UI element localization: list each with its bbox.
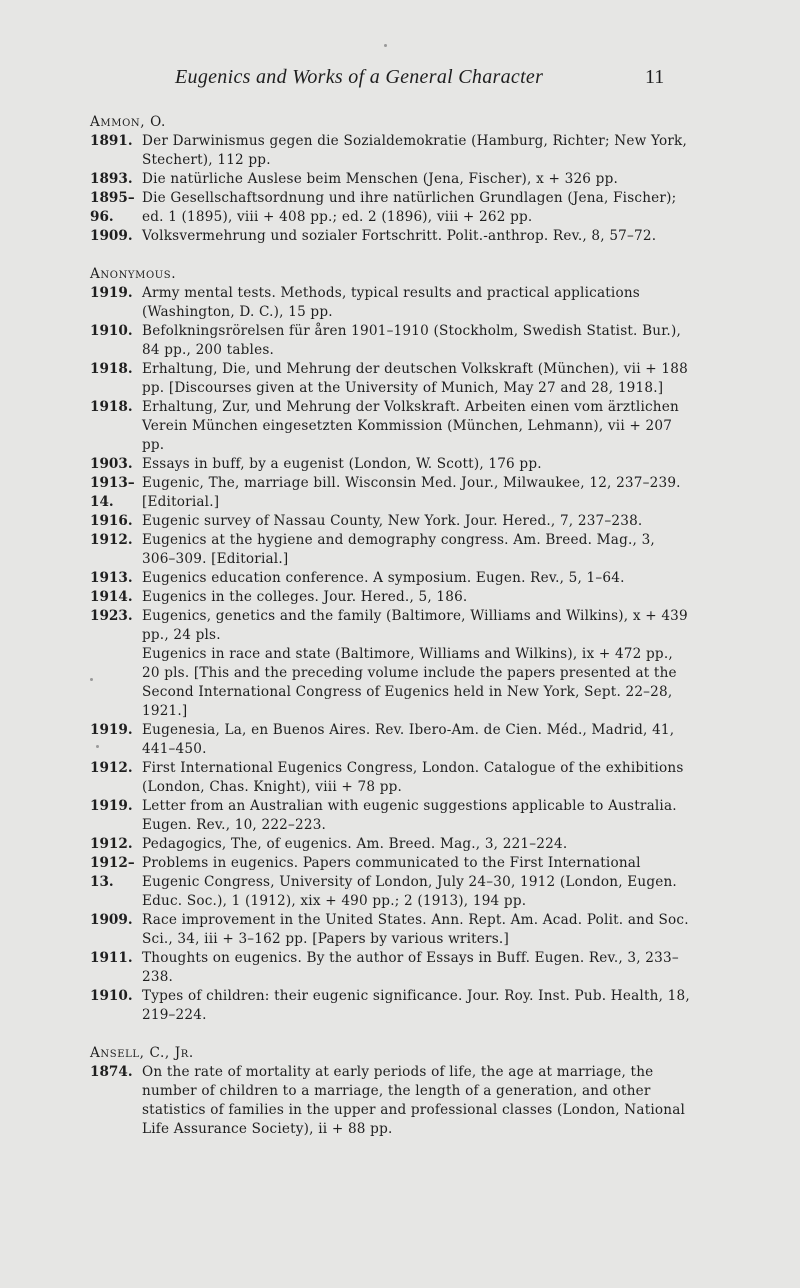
bibliography-content [90, 113, 690, 1158]
speck-mark [384, 44, 387, 47]
page-number: 11 [645, 66, 665, 88]
entry-year: 1910. [90, 988, 133, 1004]
speck-mark [96, 745, 99, 748]
bibliography-entry [90, 607, 690, 645]
entry-year: 1923. [90, 608, 133, 624]
bibliography-entry [90, 645, 690, 721]
entry-text: Essays in buff, by a eugenist (London, W. Scott), 176 pp. [142, 456, 542, 472]
entry-year: 1912–13. [90, 855, 135, 890]
page-header [0, 66, 800, 96]
bibliography-entry [90, 949, 690, 987]
entry-text: Types of children: their eugenic significance. Jour. Roy. Inst. Pub. Health, 18, 219–224. [142, 988, 690, 1023]
bibliography-entry [90, 911, 690, 949]
entry-text: Army mental tests. Methods, typical results and practical applications (Washington, D. C.), 15 pp. [142, 285, 640, 320]
entry-year: 1919. [90, 722, 133, 738]
entry-text: Der Darwinismus gegen die Sozialdemokratie (Hamburg, Richter; New York, Stechert), 112 pp. [142, 133, 687, 168]
speck-mark [90, 678, 93, 681]
bibliography-entry [90, 189, 690, 227]
bibliography-entry [90, 721, 690, 759]
entry-text: Die natürliche Auslese beim Menschen (Jena, Fischer), x + 326 pp. [142, 171, 618, 187]
entry-text: Eugenic survey of Nassau County, New York. Jour. Hered., 7, 237–238. [142, 513, 643, 529]
entry-text: Pedagogics, The, of eugenics. Am. Breed. Mag., 3, 221–224. [142, 836, 568, 852]
entry-text: Eugenic, The, marriage bill. Wisconsin Med. Jour., Milwaukee, 12, 237–239. [Editorial.] [142, 475, 681, 510]
bibliography-entry [90, 1063, 690, 1139]
entry-text: Eugenics in the colleges. Jour. Hered., 5, 186. [142, 589, 468, 605]
bibliography-section [90, 1044, 690, 1139]
entry-year: 1918. [90, 361, 133, 377]
entry-text: Eugenics education conference. A symposium. Eugen. Rev., 5, 1–64. [142, 570, 625, 586]
entry-text: First International Eugenics Congress, London. Catalogue of the exhibitions (London, Chas. Knight), viii + 78 pp. [142, 760, 684, 795]
entry-year: 1913. [90, 570, 133, 586]
entry-year: 1874. [90, 1064, 133, 1080]
bibliography-entry [90, 588, 690, 607]
entry-year: 1909. [90, 228, 133, 244]
entry-text: Letter from an Australian with eugenic suggestions applicable to Australia. Eugen. Rev., 10, 222–223. [142, 798, 677, 833]
entry-text: Eugenesia, La, en Buenos Aires. Rev. Ibero-Am. de Cien. Méd., Madrid, 41, 441–450. [142, 722, 675, 757]
bibliography-entry [90, 512, 690, 531]
bibliography-entry [90, 531, 690, 569]
bibliography-entry [90, 854, 690, 911]
entry-year: 1893. [90, 171, 133, 187]
entry-text: Die Gesellschaftsordnung und ihre natürlichen Grundlagen (Jena, Fischer); ed. 1 (1895), viii + 408 pp.; ed. 2 (1896), viii + 262 pp. [142, 190, 677, 225]
bibliography-entry [90, 835, 690, 854]
author-name: Ansell, C., Jr. [90, 1045, 194, 1061]
bibliography-entry [90, 284, 690, 322]
bibliography-entry [90, 360, 690, 398]
bibliography-entry [90, 170, 690, 189]
entry-text: Volksvermehrung und sozialer Fortschritt. Polit.-anthrop. Rev., 8, 57–72. [142, 228, 657, 244]
entry-text: Eugenics, genetics and the family (Baltimore, Williams and Wilkins), x + 439 pp., 24 pls. [142, 608, 688, 643]
bibliography-entry [90, 569, 690, 588]
bibliography-entry [90, 227, 690, 246]
entry-text: Erhaltung, Die, und Mehrung der deutschen Volkskraft (München), vii + 188 pp. [Discourses given at the University of Munich, May 27 and 28, 1918.] [142, 361, 688, 396]
entry-year: 1912. [90, 532, 133, 548]
bibliography-entry [90, 132, 690, 170]
entry-text: Thoughts on eugenics. By the author of Essays in Buff. Eugen. Rev., 3, 233–238. [142, 950, 679, 985]
entry-text: Eugenics in race and state (Baltimore, Williams and Wilkins), ix + 472 pp., 20 pls. [This and the preceding volume include the papers presented at the Second International Congress of Eugenics held in New York, Sept. 22–28, 1921.] [142, 646, 677, 719]
entry-year: 1912. [90, 836, 133, 852]
bibliography-entry [90, 797, 690, 835]
entry-year: 1891. [90, 133, 133, 149]
entry-year: 1912. [90, 760, 133, 776]
running-title: Eugenics and Works of a General Character [175, 66, 544, 88]
entry-year: 1909. [90, 912, 133, 928]
entry-text: Race improvement in the United States. Ann. Rept. Am. Acad. Polit. and Soc. Sci., 34, iii + 3–162 pp. [Papers by various writers.] [142, 912, 689, 947]
author-name: Ammon, O. [90, 114, 166, 130]
entry-year: 1903. [90, 456, 133, 472]
bibliography-entry [90, 398, 690, 455]
entry-year: 1910. [90, 323, 133, 339]
bibliography-entry [90, 322, 690, 360]
bibliography-entry [90, 474, 690, 512]
entry-year: 1919. [90, 798, 133, 814]
entry-text: Problems in eugenics. Papers communicated to the First International Eugenic Congress, University of London, July 24–30, 1912 (London, Eugen. Educ. Soc.), 1 (1912), xix + 490 pp.; 2 (1913), 194 pp. [142, 855, 677, 909]
author-name: Anonymous. [90, 266, 177, 282]
entry-text: Befolkningsrörelsen für åren 1901–1910 (Stockholm, Swedish Statist. Bur.), 84 pp., 200 tables. [142, 323, 681, 358]
entry-year: 1916. [90, 513, 133, 529]
entry-year: 1914. [90, 589, 133, 605]
entry-text: Eugenics at the hygiene and demography congress. Am. Breed. Mag., 3, 306–309. [Editorial.] [142, 532, 655, 567]
entry-text: Erhaltung, Zur, und Mehrung der Volkskraft. Arbeiten einen vom ärztlichen Verein München eingesetzten Kommission (München, Lehmann), vii + 207 pp. [142, 399, 679, 453]
bibliography-entry [90, 759, 690, 797]
entry-year: 1919. [90, 285, 133, 301]
entry-year: 1913–14. [90, 475, 135, 510]
bibliography-section [90, 265, 690, 1025]
bibliography-entry [90, 987, 690, 1025]
bibliography-entry [90, 455, 690, 474]
entry-year: 1895–96. [90, 190, 135, 225]
bibliography-section [90, 113, 690, 246]
entry-text: On the rate of mortality at early periods of life, the age at marriage, the number of children to a marriage, the length of a generation, and other statistics of families in the upper and professional classes (London, National Life Assurance Society), ii + 88 pp. [142, 1064, 686, 1137]
entry-year: 1918. [90, 399, 133, 415]
entry-year: 1911. [90, 950, 133, 966]
